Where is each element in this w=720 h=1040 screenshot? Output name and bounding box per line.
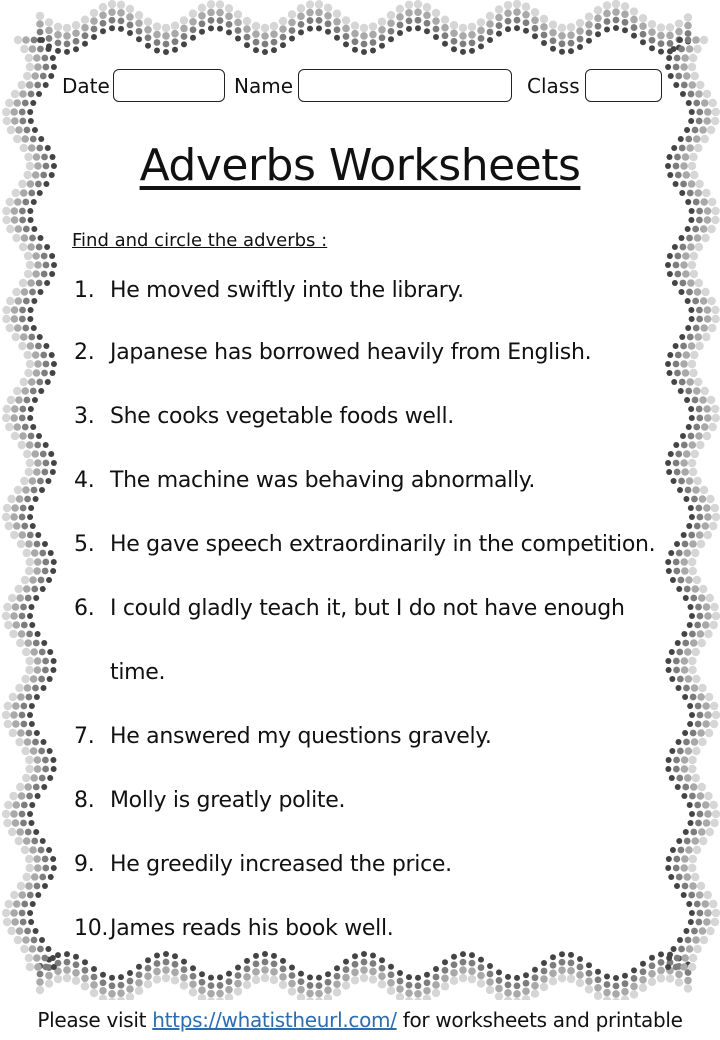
list-item bbox=[74, 468, 535, 493]
footer bbox=[0, 1008, 720, 1032]
item-text: Molly is greatly polite. bbox=[110, 788, 346, 813]
class-label: Class bbox=[527, 74, 580, 98]
item-text: Japanese has borrowed heavily from English. bbox=[110, 340, 592, 365]
name-label: Name bbox=[234, 74, 294, 98]
list-item bbox=[74, 278, 464, 303]
footer-link[interactable]: https://whatistheurl.com/ bbox=[152, 1008, 397, 1032]
list-item bbox=[74, 852, 452, 877]
item-number: 10. bbox=[74, 916, 109, 941]
item-text: He answered my questions gravely. bbox=[110, 724, 492, 749]
item-number: 9. bbox=[74, 852, 95, 877]
item-number: 8. bbox=[74, 788, 95, 813]
list-item bbox=[74, 596, 625, 621]
item-number: 3. bbox=[74, 404, 95, 429]
list-item bbox=[74, 532, 655, 557]
footer-prefix: Please visit bbox=[37, 1008, 147, 1032]
list-item bbox=[74, 724, 492, 749]
item-text: He moved swiftly into the library. bbox=[110, 278, 464, 303]
item-text: She cooks vegetable foods well. bbox=[110, 404, 454, 429]
list-item bbox=[74, 788, 345, 813]
list-item bbox=[74, 340, 591, 365]
item-number: 7. bbox=[74, 724, 95, 749]
class-field[interactable] bbox=[585, 69, 662, 102]
list-item bbox=[74, 404, 454, 429]
list-item bbox=[74, 916, 393, 941]
instruction: Find and circle the adverbs : bbox=[72, 230, 328, 251]
item-text: The machine was behaving abnormally. bbox=[110, 468, 536, 493]
date-field[interactable] bbox=[113, 69, 225, 102]
item-number: 2. bbox=[74, 340, 95, 365]
item-text: James reads his book well. bbox=[110, 916, 394, 941]
item-text: He gave speech extraordinarily in the competition. bbox=[110, 532, 656, 557]
item-number: 1. bbox=[74, 278, 95, 303]
item-number: 5. bbox=[74, 532, 95, 557]
item-text: He greedily increased the price. bbox=[110, 852, 452, 877]
name-field[interactable] bbox=[298, 69, 512, 102]
page-title: Adverbs Worksheets bbox=[139, 140, 581, 191]
item-text: I could gladly teach it, but I do not have enough bbox=[110, 596, 625, 621]
footer-suffix: for worksheets and printable bbox=[402, 1008, 683, 1032]
item-text-continued: time. bbox=[110, 660, 166, 685]
item-number: 4. bbox=[74, 468, 95, 493]
item-number: 6. bbox=[74, 596, 95, 621]
date-label: Date bbox=[62, 74, 110, 98]
